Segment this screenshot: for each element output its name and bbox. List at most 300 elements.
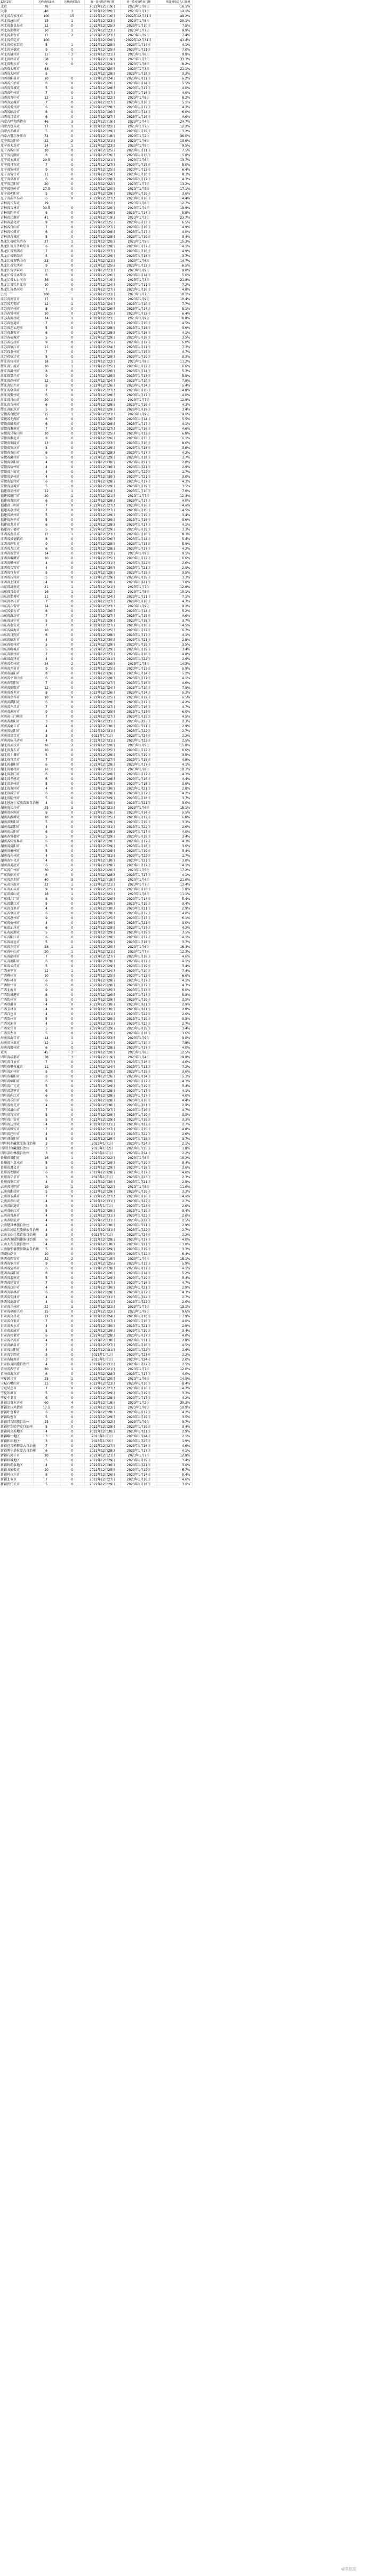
table-row <box>0 984 192 988</box>
city-cell: 宁夏石嘴山市 <box>0 1382 33 1387</box>
end-date-cell: 2023年1月18日 <box>121 518 157 523</box>
end-date-cell: 2023年1月21日 <box>121 1223 157 1228</box>
end-date-cell: 2023年1月22日 <box>121 657 157 662</box>
peak-date-cell: 2022年12月21日 <box>84 1305 121 1310</box>
table-row <box>0 1473 192 1478</box>
table-row <box>0 1372 192 1377</box>
peak-speed-2-cell: 0 <box>60 154 84 158</box>
peak-speed-2-cell: 1 <box>60 1377 84 1382</box>
peak-date-cell: 2022年12月28日 <box>84 777 121 782</box>
peak-speed-1-cell: 6 <box>33 1291 60 1295</box>
infection-ratio-cell: 3.4% <box>157 235 192 240</box>
table-row <box>0 772 192 777</box>
table-row <box>0 691 192 696</box>
peak-speed-2-cell: 0 <box>60 499 84 504</box>
infection-ratio-cell: 4.0% <box>157 912 192 916</box>
peak-speed-2-cell <box>60 202 84 206</box>
peak-speed-1-cell: 6 <box>33 912 60 916</box>
infection-ratio-cell: 2.9% <box>157 724 192 729</box>
table-row <box>0 1444 192 1449</box>
peak-speed-1-cell: 22 <box>33 883 60 888</box>
table-row <box>0 969 192 974</box>
peak-speed-2-cell: 0 <box>60 62 84 67</box>
city-cell: 山东省东营市 <box>0 605 33 609</box>
infection-ratio-cell: 6.0% <box>157 988 192 993</box>
infection-ratio-cell: 4.3% <box>157 772 192 777</box>
peak-speed-2-cell: 0 <box>60 643 84 648</box>
peak-speed-2-cell: 1 <box>60 302 84 307</box>
end-date-cell: 2023年1月22日 <box>121 739 157 744</box>
peak-date-cell: 2022年12月20日 <box>84 1051 121 1056</box>
peak-date-cell: 2022年12月18日 <box>84 134 121 139</box>
end-date-cell: 2023年1月11日 <box>121 595 157 600</box>
peak-speed-1-cell: 5 <box>33 782 60 787</box>
infection-ratio-cell: 2.7% <box>157 1295 192 1300</box>
table-row <box>0 1060 192 1065</box>
city-cell: 河南省商丘市 <box>0 724 33 729</box>
end-date-cell: 2023年1月19日 <box>121 648 157 653</box>
city-cell: 北京 <box>0 5 33 10</box>
peak-date-cell: 2022年12月29日 <box>84 1161 121 1166</box>
peak-speed-2-cell: 0 <box>60 389 84 393</box>
city-cell: 江西省九江市 <box>0 547 33 552</box>
peak-speed-2-cell: 1 <box>60 806 84 811</box>
table-row <box>0 1411 192 1415</box>
peak-speed-1-cell: 7 <box>33 101 60 106</box>
end-date-cell: 2023年1月9日 <box>121 317 157 321</box>
end-date-cell: 2023年1月19日 <box>121 408 157 413</box>
peak-date-cell: 2022年12月30日 <box>84 1008 121 1012</box>
table-row <box>0 139 192 144</box>
peak-speed-1-cell: 7 <box>33 653 60 657</box>
end-date-cell: 2023年1月21日 <box>121 921 157 926</box>
peak-speed-2-cell: 0 <box>60 259 84 264</box>
peak-date-cell: 2022年12月29日 <box>84 1329 121 1334</box>
peak-speed-2-cell: 0 <box>60 1099 84 1104</box>
table-row <box>0 849 192 854</box>
peak-date-cell: 2022年12月19日 <box>84 120 121 125</box>
peak-date-cell: 2022年12月22日 <box>84 892 121 897</box>
peak-speed-2-cell: 0 <box>60 1391 84 1396</box>
infection-ratio-cell: 16.1% <box>157 5 192 10</box>
peak-date-cell: 2022年12月23日 <box>84 34 121 38</box>
peak-speed-1-cell: 4 <box>33 1243 60 1247</box>
peak-date-cell: 2022年12月28日 <box>84 331 121 336</box>
city-cell: 广东省阳江市 <box>0 936 33 940</box>
peak-speed-1-cell: 4 <box>33 825 60 830</box>
table-row <box>0 341 192 345</box>
peak-speed-2-cell: 0 <box>60 393 84 398</box>
peak-speed-2-cell: 0 <box>60 964 84 969</box>
table-row <box>0 1391 192 1396</box>
table-row <box>0 1348 192 1353</box>
city-cell: 吉林省松原市 <box>0 230 33 235</box>
peak-date-cell: 2022年12月23日 <box>84 441 121 446</box>
peak-speed-1-cell: 5 <box>33 835 60 840</box>
end-date-cell: 2023年1月13日 <box>121 154 157 158</box>
peak-date-cell: 2022年12月26日 <box>84 110 121 115</box>
end-date-cell: 2023年1月19日 <box>121 528 157 533</box>
end-date-cell: 2023年1月19日 <box>121 1391 157 1396</box>
end-date-cell: 2023年1月24日 <box>121 1142 157 1147</box>
end-date-cell: 2023年1月9日 <box>121 269 157 273</box>
table-row <box>0 249 192 254</box>
end-date-cell: 2023年1月12日 <box>121 1468 157 1473</box>
peak-date-cell: 2022年12月28日 <box>84 677 121 681</box>
city-cell: 安徽省六安市 <box>0 470 33 475</box>
peak-date-cell: 2022年12月31日 <box>84 1300 121 1305</box>
peak-date-cell: 2022年12月22日 <box>84 1420 121 1425</box>
end-date-cell: 2023年1月19日 <box>121 576 157 581</box>
infection-ratio-cell: 5.3% <box>157 993 192 998</box>
table-row <box>0 1459 192 1463</box>
peak-speed-2-cell: 0 <box>60 345 84 350</box>
peak-speed-1-cell: 5 <box>33 43 60 48</box>
peak-date-cell: 2022年12月30日 <box>84 1243 121 1247</box>
peak-speed-1-cell: 7 <box>33 389 60 393</box>
city-cell: 山东省枣庄市 <box>0 600 33 605</box>
end-date-cell: 2023年1月18日 <box>121 326 157 331</box>
infection-ratio-cell: 2.5% <box>157 1219 192 1223</box>
peak-speed-2-cell: 0 <box>60 840 84 844</box>
table-row <box>0 1420 192 1425</box>
peak-date-cell: 2022年12月23日 <box>84 605 121 609</box>
infection-ratio-cell: 2.2% <box>157 1233 192 1238</box>
infection-ratio-cell: 6.5% <box>157 696 192 701</box>
peak-speed-1-cell: 9 <box>33 988 60 993</box>
peak-speed-2-cell: 0 <box>60 998 84 1003</box>
infection-ratio-cell: 4.8% <box>157 653 192 657</box>
table-row <box>0 1483 192 1487</box>
table-row <box>0 576 192 581</box>
city-cell: 湖北恩施土家族苗族自治州 <box>1 801 39 805</box>
infection-ratio-cell: 20.1% <box>157 19 192 24</box>
peak-speed-1-cell: 6 <box>33 230 60 235</box>
table-row <box>0 1247 192 1252</box>
end-date-cell: 2023年1月15日 <box>121 389 157 393</box>
peak-speed-2-cell: 0 <box>60 130 84 134</box>
peak-date-cell: 2022年12月19日 <box>84 5 121 10</box>
peak-speed-2-cell: 0 <box>60 873 84 878</box>
end-date-cell: 2023年1月13日 <box>121 888 157 892</box>
table-row <box>0 456 192 461</box>
peak-speed-2-cell: 0 <box>60 1027 84 1032</box>
peak-speed-1-cell: 7 <box>33 509 60 513</box>
city-cell: 甘肃省张掖市 <box>0 1334 33 1339</box>
end-date-cell: 2023年1月12日 <box>121 432 157 437</box>
infection-ratio-cell: 3.4% <box>157 408 192 413</box>
peak-date-cell: 2023年1月1日 <box>84 1152 121 1156</box>
table-row <box>0 1358 192 1363</box>
peak-speed-2-cell: 0 <box>60 1415 84 1420</box>
end-date-cell: 2023年1月12日 <box>121 365 157 369</box>
city-cell: 云南大理白族自治州 <box>0 1243 33 1247</box>
city-cell: 黑龙江省牡丹江市 <box>0 283 33 288</box>
table-row <box>0 144 192 149</box>
peak-date-cell: 2022年12月30日 <box>84 787 121 792</box>
peak-speed-1-cell: 45 <box>33 1051 60 1056</box>
infection-ratio-cell: 5.5% <box>157 417 192 422</box>
table-row <box>0 53 192 58</box>
city-cell: 宁夏中卫市 <box>0 1396 33 1401</box>
city-cell: 甘肃省白银市 <box>0 1319 33 1324</box>
infection-ratio-cell: 2.9% <box>157 566 192 571</box>
city-cell: 广东省茂名市 <box>0 907 33 912</box>
end-date-cell: 2023年1月12日 <box>121 341 157 345</box>
city-cell: 黑龙江省双鸭山市 <box>0 259 33 264</box>
city-cell: 宁夏银川市 <box>0 1377 33 1382</box>
peak-speed-2-cell: 0 <box>60 504 84 509</box>
city-cell: 河南省三门峡市 <box>0 715 33 720</box>
peak-speed-2-cell: 0 <box>60 480 84 485</box>
city-cell: 广东省中山市 <box>0 950 33 955</box>
peak-speed-2-cell: 0 <box>60 1358 84 1363</box>
peak-date-cell: 2022年12月24日 <box>84 302 121 307</box>
infection-ratio-cell: 7.2% <box>157 283 192 288</box>
end-date-cell: 2023年1月17日 <box>121 245 157 249</box>
infection-ratio-cell: 7.9% <box>157 686 192 691</box>
peak-date-cell: 2022年12月30日 <box>84 1104 121 1108</box>
peak-date-cell: 2023年1月1日 <box>84 1435 121 1439</box>
infection-ratio-cell: 3.3% <box>157 1017 192 1022</box>
peak-speed-2-cell <box>60 5 84 10</box>
table-row <box>0 312 192 317</box>
end-date-cell: 2023年1月8日 <box>121 1406 157 1411</box>
end-date-cell: 2023年1月12日 <box>121 1252 157 1257</box>
peak-date-cell: 2023年1月1日 <box>84 1204 121 1209</box>
peak-speed-2-cell: 0 <box>60 1214 84 1219</box>
peak-speed-1-cell: 5 <box>33 648 60 653</box>
peak-speed-1-cell: 10 <box>33 149 60 154</box>
end-date-cell: 2023年1月8日 <box>121 1185 157 1190</box>
city-cell: 河北省唐山市 <box>0 19 33 24</box>
end-date-cell: 2023年1月8日 <box>121 5 157 10</box>
peak-date-cell: 2022年12月29日 <box>84 1017 121 1022</box>
infection-ratio-cell: 15.8% <box>157 744 192 748</box>
peak-date-cell: 2022年12月29日 <box>84 1391 121 1396</box>
table-row <box>0 1008 192 1012</box>
table-row <box>0 499 192 504</box>
end-date-cell: 2023年1月21日 <box>121 475 157 480</box>
peak-speed-2-cell: 0 <box>60 1089 84 1094</box>
end-date-cell: 2023年1月19日 <box>121 1209 157 1214</box>
infection-ratio-cell: 6.2% <box>157 77 192 82</box>
end-date-cell: 2023年1月16日 <box>121 600 157 605</box>
infection-ratio-cell: 2.8% <box>157 1339 192 1343</box>
end-date-cell: 2023年1月8日 <box>121 202 157 206</box>
peak-speed-2-cell: 0 <box>60 787 84 792</box>
peak-speed-1-cell: 32 <box>33 1257 60 1262</box>
end-date-cell: 2023年1月16日 <box>121 288 157 293</box>
peak-speed-1-cell: 6 <box>33 1396 60 1401</box>
peak-speed-1-cell: 5 <box>33 336 60 341</box>
end-date-cell: 2023年1月10日 <box>121 969 157 974</box>
table-row <box>0 1257 192 1262</box>
table-row <box>0 302 192 307</box>
infection-ratio-cell: 5.9% <box>157 1262 192 1267</box>
infection-ratio-cell: 4.6% <box>157 1319 192 1324</box>
peak-speed-2-cell: 0 <box>60 782 84 787</box>
peak-speed-1-cell: 6 <box>33 1334 60 1339</box>
peak-speed-1-cell: 25 <box>33 806 60 811</box>
peak-date-cell: 2022年12月21日 <box>84 883 121 888</box>
table-row <box>0 1243 192 1247</box>
end-date-cell: 2023年1月23日 <box>121 720 157 724</box>
end-date-cell: 2023年1月17日 <box>121 873 157 878</box>
peak-speed-2-cell: 0 <box>60 509 84 513</box>
table-row <box>0 283 192 288</box>
peak-date-cell: 2022年12月21日 <box>84 1367 121 1372</box>
peak-speed-2-cell: 0 <box>60 1065 84 1070</box>
table-row <box>0 624 192 629</box>
table-row <box>0 1463 192 1468</box>
infection-ratio-cell: 6.7% <box>157 629 192 633</box>
table-row <box>0 206 192 211</box>
table-row <box>0 1142 192 1147</box>
peak-speed-2-cell: 0 <box>60 513 84 518</box>
peak-speed-2-cell: 1 <box>60 533 84 537</box>
peak-date-cell: 2022年12月30日 <box>84 859 121 864</box>
infection-ratio-cell: 7.8% <box>157 1041 192 1046</box>
end-date-cell: 2023年1月7日 <box>121 182 157 187</box>
infection-ratio-cell: 9.5% <box>157 144 192 149</box>
peak-speed-2-cell: 2 <box>60 662 84 667</box>
peak-date-cell: 2022年12月30日 <box>84 1003 121 1008</box>
table-row <box>0 120 192 125</box>
peak-date-cell: 2022年12月21日 <box>84 585 121 590</box>
infection-ratio-cell: 9.9% <box>157 29 192 34</box>
city-cell: 福建省泉州市 <box>0 509 33 513</box>
peak-speed-2-cell: 0 <box>60 777 84 782</box>
infection-ratio-cell: 4.6% <box>157 681 192 686</box>
city-cell: 河北省秦皇岛市 <box>0 24 33 29</box>
city-cell: 广东省珠海市 <box>0 883 33 888</box>
end-date-cell: 2023年1月13日 <box>121 1262 157 1267</box>
peak-speed-2-cell: 0 <box>60 1454 84 1459</box>
end-date-cell: 2023年1月11日 <box>121 149 157 154</box>
peak-date-cell: 2022年12月23日 <box>84 144 121 149</box>
infection-ratio-cell: 19.8% <box>157 1056 192 1060</box>
table-row <box>0 1300 192 1305</box>
end-date-cell: 2023年1月17日 <box>121 677 157 681</box>
table-row <box>0 461 192 465</box>
peak-speed-1-cell: 3 <box>33 1233 60 1238</box>
table-row <box>0 1147 192 1152</box>
peak-date-cell: 2022年12月24日 <box>84 1315 121 1319</box>
end-date-cell: 2023年1月22日 <box>121 729 157 734</box>
infection-ratio-cell: 2.8% <box>157 1008 192 1012</box>
table-row <box>0 518 192 523</box>
peak-date-cell: 2022年12月25日 <box>84 748 121 753</box>
table-row <box>0 221 192 226</box>
peak-speed-2-cell: 1 <box>60 585 84 590</box>
infection-ratio-cell: 3.4% <box>157 902 192 907</box>
end-date-cell: 2023年1月10日 <box>121 489 157 494</box>
end-date-cell: 2023年1月19日 <box>121 1415 157 1420</box>
end-date-cell: 2023年1月18日 <box>121 72 157 77</box>
peak-speed-2-cell: 0 <box>60 657 84 662</box>
peak-date-cell: 2022年12月27日 <box>84 101 121 106</box>
end-date-cell: 2023年1月12日 <box>121 629 157 633</box>
table-row <box>0 854 192 859</box>
infection-ratio-cell: 3.7% <box>157 796 192 801</box>
infection-ratio-cell: 7.4% <box>157 969 192 974</box>
infection-ratio-cell: 3.5% <box>157 998 192 1003</box>
peak-speed-1-cell: 5 <box>33 1137 60 1142</box>
peak-speed-1-cell: 3 <box>33 1152 60 1156</box>
peak-speed-2-cell: 0 <box>60 355 84 360</box>
table-row <box>0 485 192 489</box>
peak-date-cell: 2022年12月27日 <box>84 504 121 509</box>
infection-ratio-cell: 7.0% <box>157 48 192 53</box>
peak-speed-1-cell: 17 <box>33 125 60 130</box>
infection-ratio-cell: 3.7% <box>157 456 192 461</box>
peak-date-cell: 2022年12月30日 <box>84 724 121 729</box>
peak-speed-2-cell: 0 <box>60 1017 84 1022</box>
peak-date-cell: 2022年12月29日 <box>84 1276 121 1281</box>
table-row <box>0 1065 192 1070</box>
infection-ratio-cell: 19.9% <box>157 206 192 211</box>
table-row <box>0 345 192 350</box>
peak-speed-2-cell: 0 <box>60 1137 84 1142</box>
city-cell: 云南省昆明市 <box>0 1185 33 1190</box>
end-date-cell: 2023年1月21日 <box>121 638 157 643</box>
end-date-cell: 2023年1月9日 <box>121 34 157 38</box>
peak-date-cell: 2022年12月27日 <box>84 163 121 168</box>
peak-speed-2-cell: 0 <box>60 206 84 211</box>
peak-speed-2-cell: 0 <box>60 1128 84 1132</box>
peak-speed-2-cell: 3 <box>60 10 84 14</box>
table-row <box>0 974 192 979</box>
end-date-cell: 2023年1月7日 <box>121 398 157 403</box>
peak-date-cell: 2022年12月29日 <box>84 1247 121 1252</box>
peak-date-cell: 2022年12月27日 <box>84 321 121 326</box>
infection-ratio-cell: 4.5% <box>157 715 192 720</box>
end-date-cell: 2023年1月5日 <box>121 240 157 245</box>
end-date-cell: 2023年1月19日 <box>121 1017 157 1022</box>
end-date-cell: 2023年1月17日 <box>121 840 157 844</box>
end-date-cell: 2023年1月4日 <box>121 1056 157 1060</box>
peak-speed-1-cell: 60 <box>33 1401 60 1406</box>
end-date-cell: 2023年1月21日 <box>121 1430 157 1435</box>
peak-speed-2-cell: 0 <box>60 672 84 677</box>
end-date-cell: 2023年1月14日 <box>121 369 157 374</box>
peak-speed-2-cell: 0 <box>60 461 84 465</box>
infection-ratio-cell: 3.3% <box>157 72 192 77</box>
peak-speed-2-cell: 1 <box>60 317 84 321</box>
peak-date-cell: 2022年12月28日 <box>84 772 121 777</box>
infection-ratio-cell: 12.9% <box>157 398 192 403</box>
peak-speed-1-cell: 8 <box>33 307 60 312</box>
table-row <box>0 1171 192 1176</box>
infection-ratio-cell: 2.9% <box>157 1003 192 1008</box>
peak-speed-1-cell: 6 <box>33 1267 60 1271</box>
peak-speed-2-cell: 0 <box>60 801 84 806</box>
peak-speed-2-cell: 0 <box>60 149 84 154</box>
peak-speed-2-cell: 0 <box>60 470 84 475</box>
peak-speed-1-cell: 7 <box>33 705 60 710</box>
peak-speed-1-cell: 30.5 <box>33 206 60 211</box>
city-cell: 湖北省黄冈市 <box>0 787 33 792</box>
table-row <box>0 86 192 91</box>
peak-date-cell: 2022年12月27日 <box>84 1281 121 1286</box>
peak-speed-1-cell: 3 <box>33 1204 60 1209</box>
peak-date-cell: 2022年12月27日 <box>84 249 121 254</box>
peak-speed-1-cell: 20 <box>33 1454 60 1459</box>
infection-ratio-cell: 2.5% <box>157 739 192 744</box>
peak-speed-2-cell: 0 <box>60 1094 84 1099</box>
table-row <box>0 902 192 907</box>
